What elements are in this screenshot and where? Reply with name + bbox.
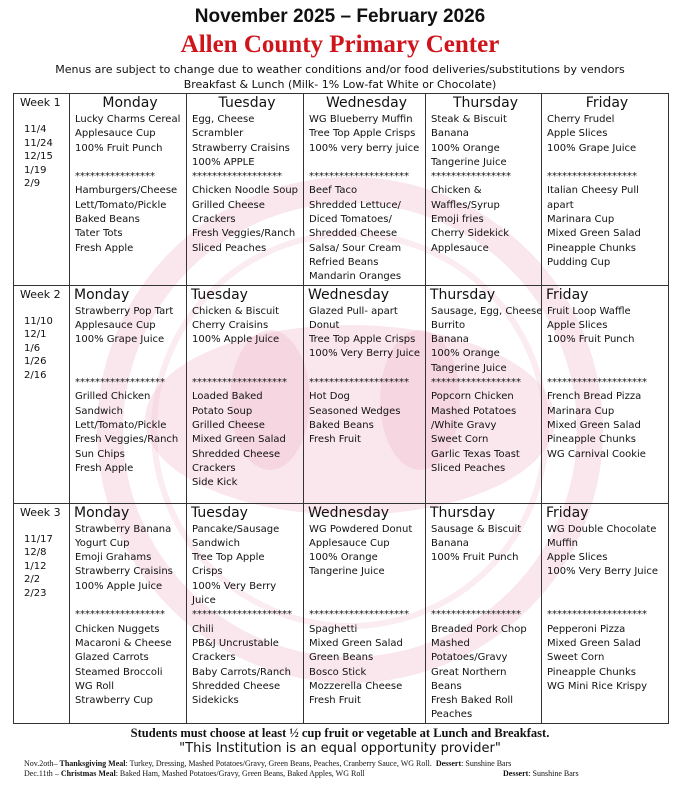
day-cell [542, 285, 669, 503]
menu-item: Breaded Pork Chop [431, 623, 527, 635]
menu-item: Lett/Tomato/Pickle [75, 419, 167, 431]
menu-item: Sliced Peaches [192, 242, 267, 254]
equal-opportunity-statement: "This Institution is an equal opportunity provider" [179, 741, 501, 756]
menu-item: Glazed Carrots [75, 652, 149, 664]
menu-items [542, 113, 668, 270]
menu-items [542, 305, 668, 462]
menu-item: 100% Fruit Punch [547, 334, 635, 346]
day-cell [304, 94, 426, 286]
menu-item: WG Carnival Cookie [547, 448, 646, 460]
menu-item: Tree Top Apple [192, 552, 265, 564]
menu-item [309, 594, 425, 608]
menu-items [426, 113, 541, 256]
menu-item: Sliced Peaches [431, 462, 506, 474]
menu-item: Glazed Pull- apart [309, 305, 398, 317]
day-cell [70, 285, 187, 503]
menu-item: 100% Apple Juice [192, 334, 280, 346]
day-cell [187, 94, 304, 286]
day-header: Wednesday [308, 504, 390, 521]
menu-item: Chicken & Biscuit [192, 305, 280, 317]
menu-item: Yogurt Cup [75, 537, 130, 549]
menu-items [304, 305, 425, 448]
menu-item: Applesauce [431, 242, 489, 254]
menu-item: Salsa/ Sour Cream [309, 242, 402, 254]
menu-item: Sausage & Biscuit [431, 523, 522, 535]
day-header: Friday [546, 286, 589, 303]
day-header: Monday [74, 286, 130, 303]
day-cell [426, 285, 542, 503]
menu-item: Emoji fries [431, 214, 484, 226]
menu-item: ****************** [431, 609, 521, 621]
menu-item [75, 594, 186, 608]
menu-item: Fresh Baked Roll [431, 695, 514, 707]
day-header: Wednesday [308, 286, 390, 303]
menu-item [547, 580, 668, 594]
menu-item: **************** [75, 171, 155, 183]
menu-items [542, 523, 668, 695]
menu-item: Fresh Apple [75, 462, 134, 474]
menu-item: 100% Grape Juice [75, 334, 165, 346]
menu-item: 100% Very Berry Juice [547, 566, 659, 578]
menu-item: **************** [431, 171, 511, 183]
menu-item [431, 594, 541, 608]
menu-item: French Bread Pizza [547, 391, 642, 403]
menu-item: Potatoes/Gravy [431, 652, 508, 664]
menu-item [309, 362, 425, 376]
menu-item [547, 594, 668, 608]
menu-item: Marinara Cup [547, 214, 615, 226]
menu-item: Fresh Apple [75, 242, 134, 254]
menu-item: Fresh Veggies/Ranch [75, 434, 179, 446]
week-row [14, 285, 669, 503]
menu-item: Bosco Stick [309, 666, 367, 678]
menu-item: Hamburgers/Cheese [75, 185, 178, 197]
menu-item: Spaghetti [309, 623, 358, 635]
week-label: Week 1 [20, 96, 61, 109]
menu-item: ******************** [309, 377, 409, 389]
menu-item: Sweet Corn [431, 434, 489, 446]
menu-item: Strawberry Cup [75, 695, 153, 707]
menu-item: ******************** [547, 609, 647, 621]
menu-item: Apple Slices [547, 552, 608, 564]
menu-item: Mandarin Oranges [309, 271, 402, 283]
menu-item: Applesauce Cup [75, 128, 156, 140]
week-row [14, 94, 669, 286]
menu-item: Crackers [192, 214, 236, 226]
week-dates: 11/4 11/24 12/15 1/19 2/9 [24, 124, 53, 190]
menu-item: Lucky Charms Cereal [75, 114, 181, 125]
menu-item: Mixed Green Salad [547, 637, 641, 649]
menu-item: Green Beans [309, 652, 374, 664]
menu-item [547, 347, 668, 361]
meals-note: Breakfast & Lunch (Milk- 1% Low-fat White or Chocolate) [183, 78, 497, 91]
menu-item: ****************** [192, 171, 282, 183]
menu-item: Cherry Craisins [192, 319, 269, 331]
menu-item: ****************** [431, 377, 521, 389]
menu-item: Fresh Veggies/Ranch [192, 228, 296, 240]
menu-item: Fresh Fruit [309, 434, 361, 446]
menu-item: Hot Dog [309, 391, 350, 403]
menu-item: ****************** [547, 171, 637, 183]
menu-item: Grilled Cheese [192, 199, 265, 211]
menu-item: ****************** [75, 377, 165, 389]
week-dates: 11/10 12/1 1/6 1/26 2/16 [24, 315, 53, 381]
menu-item: WG Powdered Donut [309, 523, 413, 535]
day-header: Thursday [430, 504, 496, 521]
menu-item: Tangerine Juice [431, 362, 507, 374]
menu-item: Strawberry Craisins [75, 566, 173, 578]
menu-item [75, 347, 186, 361]
menu-item: Beans [431, 680, 462, 692]
menu-item: 100% Very Berry Juice [309, 348, 421, 360]
fruit-veg-requirement: Students must choose at least ½ cup fruit or vegetable at Lunch and Breakfast. [130, 726, 550, 740]
week-cell [14, 285, 70, 503]
menu-item: Refried Beans [309, 256, 379, 268]
menu-item: WG Double Chocolate [547, 523, 657, 535]
menu-item: WG Roll [75, 680, 114, 692]
menu-item: Shredded Lettuce/ [309, 199, 401, 211]
menu-item: Fruit Loop Waffle [547, 305, 631, 317]
menu-items [187, 523, 303, 709]
menu-item: Steak & Biscuit [431, 114, 507, 125]
menu-item: Cherry Sidekick [431, 228, 510, 240]
menu-item: Sweet Corn [547, 652, 605, 664]
day-header: Friday [585, 95, 629, 111]
menu-item: 100% APPLE [192, 156, 255, 168]
menu-item: Applesauce Cup [75, 319, 156, 331]
menu-item: Tangerine Juice [431, 156, 507, 168]
menu-item: Side Kick [192, 477, 238, 489]
menu-item: Marinara Cup [547, 405, 615, 417]
menu-items [426, 523, 541, 723]
day-header: Friday [546, 504, 589, 521]
menu-item: WG Mini Rice Krispy [547, 680, 647, 692]
menu-item: 100% very berry juice [309, 142, 420, 154]
menu-item: Beef Taco [309, 185, 358, 197]
menu-item: ****************** [75, 609, 165, 621]
menu-item: Pineapple Chunks [547, 434, 637, 446]
menu-item: Mixed Green Salad [547, 228, 641, 240]
thanksgiving-note: Nov.2oth– Thanksgiving Meal: Turkey, Dressing, Mashed Potatoes/Gravy, Green Beans, Peaches, Cranberry Sauce, WG Roll. Dessert: Sunshine Bars [24, 759, 512, 768]
menu-item: Baked Beans [309, 419, 374, 431]
week-row [14, 503, 669, 723]
menu-item: PB&J Uncrustable [192, 637, 279, 649]
day-cell [542, 94, 669, 286]
menu-item: Italian Cheesy Pull [547, 185, 639, 197]
menu-item [547, 362, 668, 376]
christmas-note: Dec.11th – Christmas Meal: Baked Ham, Mashed Potatoes/Gravy, Green Beans, Baked Apples, WG Roll [24, 769, 365, 778]
menu-item [192, 362, 303, 376]
menu-item: Shredded Cheese [309, 228, 398, 240]
day-header: Tuesday [191, 286, 248, 303]
day-header: Tuesday [191, 504, 248, 521]
day-cell [70, 94, 187, 286]
day-cell [426, 94, 542, 286]
menu-item: Garlic Texas Toast [431, 448, 520, 460]
menu-item: Tater Tots [75, 228, 123, 240]
menu-item: 100% Very Berry [192, 580, 277, 592]
christmas-dessert: Dessert: Sunshine Bars [503, 769, 579, 778]
menu-item: Steamed Broccoli [75, 666, 163, 678]
menu-item: Apple Slices [547, 128, 608, 140]
menu-item: Juice [192, 595, 216, 607]
menu-item: ******************** [309, 171, 409, 183]
menu-item: Apple Slices [547, 319, 608, 331]
menu-item: Pineapple Chunks [547, 242, 637, 254]
menu-item: Sun Chips [75, 448, 125, 460]
day-header: Thursday [430, 286, 496, 303]
menu-item: Strawberry Craisins [192, 142, 290, 154]
day-cell [70, 503, 187, 723]
menu-item [431, 565, 541, 579]
menu-item: 100% Fruit Punch [431, 552, 519, 564]
day-cell [187, 503, 304, 723]
menu-items [70, 305, 186, 477]
menu-item: Seasoned Wedges [309, 405, 401, 417]
menu-item: ******************* [192, 377, 287, 389]
menu-table [13, 93, 669, 724]
menu-item: Strawberry Banana [75, 523, 172, 535]
menu-items [187, 113, 303, 256]
menu-item: Pudding Cup [547, 256, 611, 268]
menu-items [304, 113, 425, 285]
menu-item: Shredded Cheese [192, 448, 281, 460]
day-cell [426, 503, 542, 723]
menu-item: Lett/Tomato/Pickle [75, 199, 167, 211]
menu-item: Banana [431, 334, 469, 346]
menu-item: Chicken Noodle Soup [192, 185, 299, 197]
menu-item: Banana [431, 128, 469, 140]
menu-item [309, 156, 425, 170]
menu-item: apart [547, 199, 574, 211]
menu-item: Banana [431, 537, 469, 549]
menu-item: Crackers [192, 652, 236, 664]
menu-item: 100% Orange [431, 142, 500, 154]
menu-item: Potato Soup [192, 405, 253, 417]
menu-items [70, 113, 186, 256]
menu-item: Mashed Potatoes [431, 405, 517, 417]
day-header: Monday [74, 504, 130, 521]
menu-item: Emoji Grahams [75, 552, 152, 564]
menu-item [431, 580, 541, 594]
menu-item: Peaches [431, 709, 473, 721]
menu-item: Fresh Fruit [309, 695, 361, 707]
menu-item: /White Gravy [431, 419, 497, 431]
menu-item: 100% Grape Juice [547, 142, 637, 154]
menu-item: Pineapple Chunks [547, 666, 637, 678]
menu-item: Chili [192, 623, 214, 635]
menu-item: Mashed [431, 637, 470, 649]
menu-item: Sandwich [192, 537, 240, 549]
menu-item: Applesauce Cup [309, 537, 390, 549]
day-header: Tuesday [218, 95, 276, 111]
menu-item: Baby Carrots/Ranch [192, 666, 292, 678]
menu-items [304, 523, 425, 709]
menu-change-note: Menus are subject to change due to weather conditions and/or food deliveries/substitutions by vendors [55, 63, 625, 76]
menu-item: Egg, Cheese [192, 114, 255, 125]
menu-item: Sidekicks [192, 695, 239, 707]
day-cell [304, 285, 426, 503]
menu-item: Baked Beans [75, 214, 140, 226]
date-range-title: November 2025 – February 2026 [194, 6, 486, 27]
menu-item: ******************** [192, 609, 292, 621]
menu-item: Cherry Frudel [547, 114, 615, 125]
menu-item: 100% Orange [431, 348, 500, 360]
menu-item: Sandwich [75, 405, 123, 417]
menu-item: Mixed Green Salad [309, 637, 403, 649]
day-cell [304, 503, 426, 723]
week-dates: 11/17 12/8 1/12 2/2 2/23 [24, 533, 53, 599]
menu-item: Tangerine Juice [309, 566, 385, 578]
menu-item: Mozzerella Cheese [309, 680, 403, 692]
menu-item: Chicken Nuggets [75, 623, 160, 635]
day-cell [542, 503, 669, 723]
menu-item: Strawberry Pop Tart [75, 305, 174, 317]
menu-item: ******************** [547, 377, 647, 389]
menu-item: Crisps [192, 566, 223, 578]
menu-items [426, 305, 541, 477]
menu-item [75, 156, 186, 170]
menu-item [309, 580, 425, 594]
menu-item: Grilled Cheese [192, 419, 265, 431]
school-name-title: Allen County Primary Center [180, 31, 500, 58]
day-header: Thursday [452, 95, 519, 111]
day-cell [187, 285, 304, 503]
week-label: Week 2 [20, 287, 61, 301]
menu-item: Great Northern [431, 666, 507, 678]
menu-item [547, 156, 668, 170]
menu-item: Scrambler [192, 128, 244, 140]
menu-item: Pepperoni Pizza [547, 623, 626, 635]
menu-item: Popcorn Chicken [431, 391, 514, 403]
menu-item: Burrito [431, 319, 466, 331]
menu-item [75, 362, 186, 376]
menu-item: 100% Fruit Punch [75, 142, 163, 154]
menu-items [70, 523, 186, 709]
week-cell [14, 94, 70, 286]
day-header: Monday [102, 95, 158, 111]
menu-item: 100% Apple Juice [75, 580, 163, 592]
menu-item: ******************** [309, 609, 409, 621]
menu-item [192, 347, 303, 361]
menu-item: Mixed Green Salad [547, 419, 641, 431]
menu-item: Sausage, Egg, Cheese [431, 305, 543, 317]
menu-item: Macaroni & Cheese [75, 637, 172, 649]
menu-item: Diced Tomatoes/ [309, 214, 392, 226]
menu-item: WG Blueberry Muffin [309, 114, 413, 125]
menu-item: Grilled Chicken [75, 391, 151, 403]
menu-item: Mixed Green Salad [192, 434, 286, 446]
menu-item: Pancake/Sausage [192, 523, 280, 535]
menu-item: Tree Top Apple Crisps [309, 128, 416, 140]
menu-item: Muffin [547, 537, 578, 549]
menu-item: Chicken & [431, 185, 482, 197]
menu-items [187, 305, 303, 491]
menu-item: Waffles/Syrup [431, 199, 500, 211]
day-header: Wednesday [325, 95, 408, 111]
week-cell [14, 503, 70, 723]
menu-item: Shredded Cheese [192, 680, 281, 692]
menu-item: Donut [309, 319, 340, 331]
menu-item: Loaded Baked [192, 391, 263, 403]
menu-item: Tree Top Apple Crisps [309, 334, 416, 346]
menu-item: 100% Orange [309, 552, 378, 564]
week-label: Week 3 [20, 505, 61, 519]
menu-item: Crackers [192, 462, 236, 474]
